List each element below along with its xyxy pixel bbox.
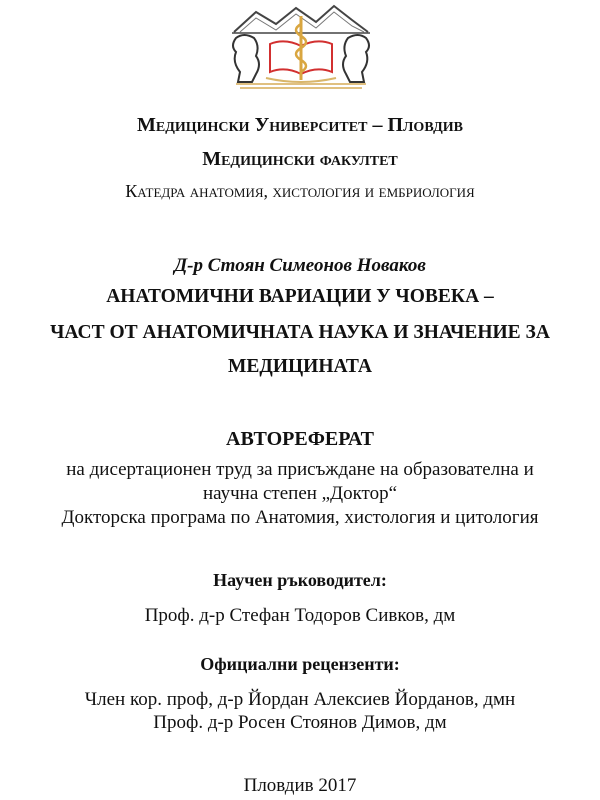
abstract-description-line-1: на дисертационен труд за присъждане на образователна и: [66, 459, 534, 480]
reviewer-name: Проф. д-р Росен Стоянов Димов, дм: [153, 712, 447, 733]
supervisor-heading: Научен ръководител:: [213, 570, 387, 590]
emblem-icon: [226, 2, 376, 90]
place-and-year: Пловдив 2017: [243, 775, 357, 796]
thesis-title-line-1: АНАТОМИЧНИ ВАРИАЦИИ У ЧОВЕКА –: [106, 286, 494, 307]
university-logo: [226, 2, 376, 90]
doctoral-program: Докторска програма по Анатомия, хистология и цитология: [61, 507, 539, 528]
abstract-description-line-2: научна степен „Доктор“: [202, 483, 398, 504]
thesis-title-line-3: МЕДИЦИНАТА: [228, 356, 372, 377]
department-name: Катедра анатомия, хистология и ембриология: [125, 181, 475, 201]
abstract-heading: АВТОРЕФЕРАТ: [226, 428, 374, 450]
faculty-name: Медицински факултет: [202, 148, 398, 170]
supervisor-name: Проф. д-р Стефан Тодоров Сивков, дм: [144, 605, 456, 626]
author-name: Д-р Стоян Симеонов Новаков: [174, 255, 426, 276]
reviewer-name: Член кор. проф, д-р Йордан Алексиев Йорданов, дмн: [84, 689, 516, 710]
university-name: Медицински Университет – Пловдив: [137, 114, 463, 136]
thesis-title-line-2: ЧАСТ ОТ АНАТОМИЧНАТА НАУКА И ЗНАЧЕНИЕ ЗА: [50, 322, 550, 343]
reviewers-heading: Официални рецензенти:: [200, 654, 400, 674]
